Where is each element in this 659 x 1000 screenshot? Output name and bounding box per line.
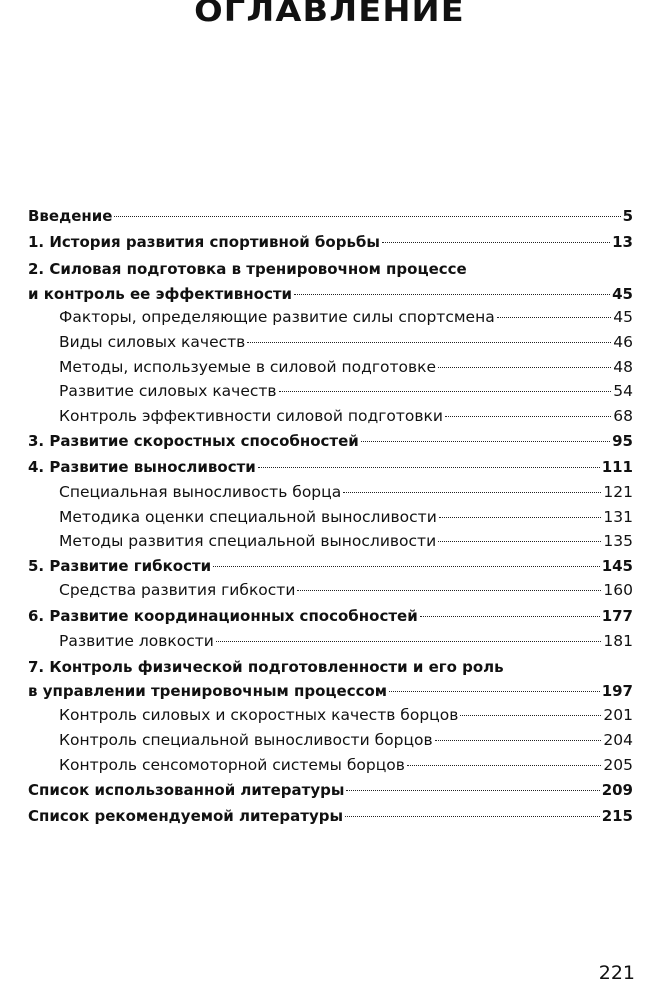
toc-entry-title: Список рекомендуемой литературы [28, 807, 344, 825]
toc-entry-page: 131 [603, 508, 633, 526]
toc-entry-page: 160 [603, 581, 633, 599]
toc-entry-page: 135 [603, 532, 633, 550]
toc-entry-title: Средства развития гибкости [59, 581, 296, 599]
dot-leader [345, 816, 600, 817]
dot-leader [361, 441, 610, 442]
toc-entry-title: и контроль ее эффективности [28, 285, 293, 303]
toc-entry-page: 121 [603, 483, 633, 501]
toc-entry-page: 201 [603, 706, 633, 724]
toc-entry-title: Введение [28, 207, 113, 225]
toc-entry-title: 6. Развитие координационных способностей [28, 607, 418, 625]
toc-entry-page: 215 [601, 807, 633, 825]
toc-entry-page: 177 [601, 607, 633, 625]
toc-entry[interactable] [59, 405, 633, 427]
toc-entry-page: 48 [613, 358, 633, 376]
dot-leader [294, 294, 610, 295]
toc-entry-title: 4. Развитие выносливости [28, 458, 256, 476]
toc-entry-title: Методы, используемые в силовой подготовке [59, 358, 437, 376]
toc-entry-title: Развитие силовых качеств [59, 382, 277, 400]
dot-leader [435, 740, 602, 741]
dot-leader [407, 765, 602, 766]
toc-entry-title: Список использованной литературы [28, 781, 345, 799]
dot-leader [438, 541, 601, 542]
toc-entry[interactable] [59, 754, 633, 776]
dot-leader [247, 342, 611, 343]
dot-leader [389, 691, 600, 692]
toc-entry-title: 1. История развития спортивной борьбы [28, 233, 380, 251]
toc-entry[interactable] [59, 530, 633, 552]
toc-entry[interactable] [59, 579, 633, 601]
toc-entry[interactable] [59, 506, 633, 528]
toc-entry-page: 209 [601, 781, 633, 799]
toc-entry[interactable] [28, 430, 633, 452]
toc-entry-title: в управлении тренировочным процессом [28, 682, 388, 700]
page-title: ОГЛАВЛЕНИЕ [194, 0, 465, 29]
toc-entry[interactable] [59, 306, 633, 328]
toc-entry-page: 45 [613, 308, 633, 326]
toc-entry-page: 145 [601, 557, 633, 575]
dot-leader [438, 367, 611, 368]
dot-leader [114, 216, 620, 217]
toc-entry-title: Контроль сенсомоторной системы борцов [59, 756, 405, 774]
toc-entry[interactable] [59, 331, 633, 353]
toc-entry[interactable] [28, 283, 633, 305]
toc-entry-title: Виды силовых качеств [59, 333, 246, 351]
toc-entry[interactable] [28, 680, 633, 702]
dot-leader [497, 317, 612, 318]
toc-entry[interactable] [28, 555, 633, 577]
toc-entry[interactable] [59, 481, 633, 503]
dot-leader [445, 416, 611, 417]
dot-leader [297, 590, 601, 591]
toc-entry[interactable] [28, 805, 633, 827]
toc-entry-title: 2. Силовая подготовка в тренировочном процессе [28, 260, 467, 278]
page-number: 221 [598, 962, 635, 984]
toc-entry-page: 45 [612, 285, 633, 303]
toc-entry-title: Контроль специальной выносливости борцов [59, 731, 433, 749]
toc-entry-page: 68 [613, 407, 633, 425]
dot-leader [258, 467, 600, 468]
toc-entry-title: Контроль эффективности силовой подготовки [59, 407, 443, 425]
toc-entry-page: 181 [603, 632, 633, 650]
dot-leader [460, 715, 601, 716]
toc-entry[interactable] [28, 779, 633, 801]
toc-entry[interactable] [59, 630, 633, 652]
toc-entry-title: Контроль силовых и скоростных качеств борцов [59, 706, 459, 724]
toc-entry-page: 95 [612, 432, 633, 450]
toc-entry[interactable] [28, 456, 633, 478]
toc-entry-title: 5. Развитие гибкости [28, 557, 212, 575]
toc-entry[interactable] [28, 605, 633, 627]
toc-entry-page: 111 [601, 458, 633, 476]
dot-leader [439, 517, 602, 518]
toc-entry-title: Специальная выносливость борца [59, 483, 342, 501]
toc-entry[interactable] [28, 231, 633, 253]
toc-entry-page: 205 [603, 756, 633, 774]
toc-entry-page: 204 [603, 731, 633, 749]
toc-entry-page: 46 [613, 333, 633, 351]
dot-leader [382, 242, 610, 243]
toc-entry[interactable] [28, 656, 633, 678]
dot-leader [343, 492, 601, 493]
toc-entry-title: Развитие ловкости [59, 632, 214, 650]
toc-entry[interactable] [59, 380, 633, 402]
toc-entry-title: Факторы, определяющие развитие силы спортсмена [59, 308, 495, 326]
dot-leader [346, 790, 599, 791]
toc-entry-page: 197 [601, 682, 633, 700]
toc-entry[interactable] [59, 704, 633, 726]
toc-entry-page: 13 [612, 233, 633, 251]
toc-entry-title: Методы развития специальной выносливости [59, 532, 437, 550]
dot-leader [216, 641, 602, 642]
dot-leader [213, 566, 599, 567]
dot-leader [279, 391, 612, 392]
toc-entry-page: 54 [613, 382, 633, 400]
toc-entry[interactable] [59, 356, 633, 378]
toc-entry-page: 5 [622, 207, 633, 225]
toc-entry[interactable] [28, 205, 633, 227]
toc-entry-title: Методика оценки специальной выносливости [59, 508, 437, 526]
dot-leader [420, 616, 600, 617]
toc-entry-title: 3. Развитие скоростных способностей [28, 432, 359, 450]
toc-entry[interactable] [59, 729, 633, 751]
toc-entry[interactable] [28, 258, 633, 280]
toc-entry-title: 7. Контроль физической подготовленности и его роль [28, 658, 504, 676]
